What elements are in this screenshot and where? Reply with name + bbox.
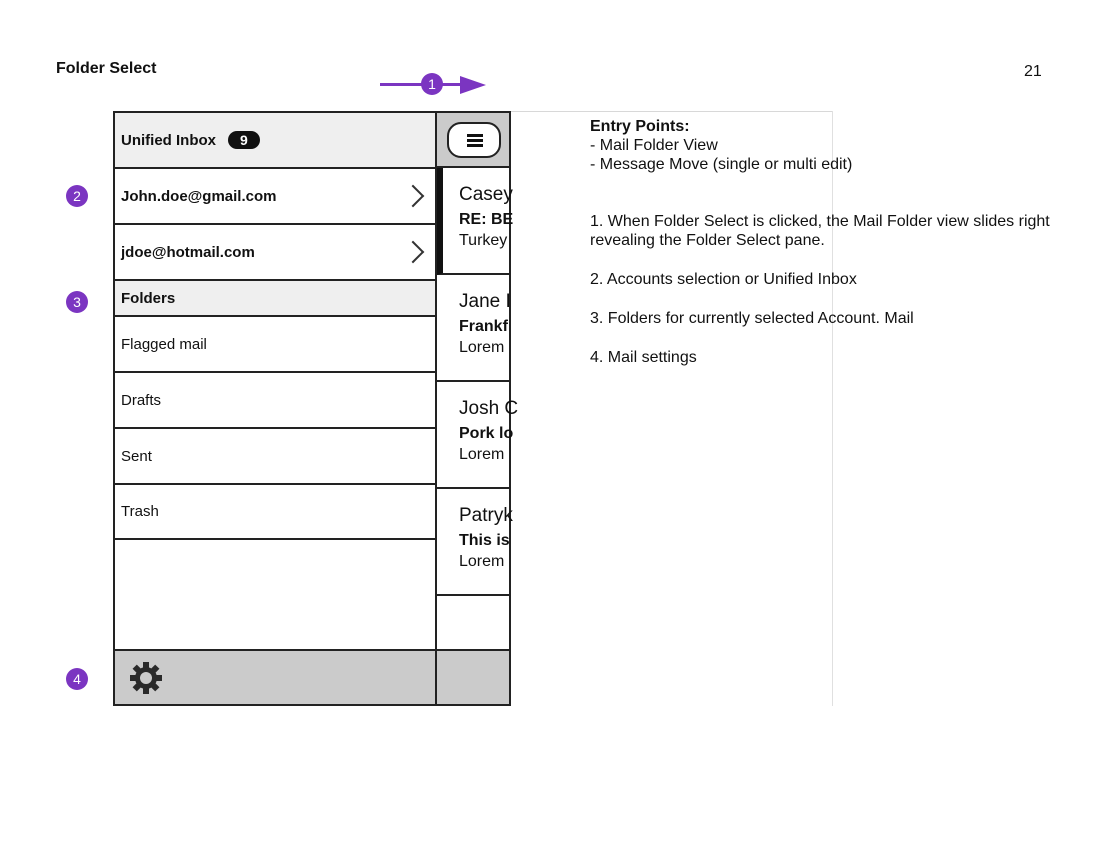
folder-item-sent[interactable]: [115, 429, 435, 485]
unread-count-badge: 9: [228, 131, 260, 149]
mail-footer: [437, 649, 509, 704]
message-preview: Lorem: [459, 339, 505, 356]
callout-3: 3: [66, 291, 88, 313]
folder-label: Flagged mail: [121, 335, 207, 353]
message-subject: Frankf: [459, 318, 508, 335]
entry-points-title: Entry Points:: [590, 118, 690, 135]
message-item[interactable]: [437, 168, 514, 275]
message-item[interactable]: [437, 275, 509, 382]
message-preview: Turkey: [459, 232, 508, 249]
folder-item-flagged[interactable]: [115, 317, 435, 373]
message-item[interactable]: [437, 489, 513, 596]
note-item-2: 2. Accounts selection or Unified Inbox: [590, 271, 857, 288]
annotation-notes: [590, 117, 1060, 367]
message-sender: Jane I: [459, 291, 511, 312]
message-subject: This is: [459, 532, 510, 549]
folder-select-pane: [113, 111, 437, 706]
message-subject: Pork lo: [459, 425, 514, 442]
unified-inbox-label: Unified Inbox: [121, 131, 216, 149]
folders-header-label: Folders: [121, 289, 176, 307]
unified-inbox-row[interactable]: [115, 113, 435, 169]
message-sender: Patryk: [459, 505, 513, 526]
folder-item-trash[interactable]: [115, 485, 435, 540]
callout-2: 2: [66, 185, 88, 207]
note-item-1: 1. When Folder Select is clicked, the Mail Folder view slides right revealing the Folder Select pane.: [590, 213, 1050, 249]
gear-icon[interactable]: [129, 661, 163, 695]
account-row-gmail[interactable]: [115, 169, 435, 225]
entry-point-item: - Message Move (single or multi edit): [590, 156, 853, 173]
callout-4: 4: [66, 668, 88, 690]
message-sender: Casey: [459, 184, 513, 205]
page-number: 21: [1024, 63, 1042, 80]
note-item-4: 4. Mail settings: [590, 349, 697, 366]
note-item-3: 3. Folders for currently selected Account. Mail: [590, 310, 914, 327]
account-row-hotmail[interactable]: [115, 225, 435, 281]
account-label: jdoe@hotmail.com: [121, 243, 255, 261]
chevron-right-icon: [402, 185, 425, 208]
account-label: John.doe@gmail.com: [121, 187, 277, 205]
chevron-right-icon: [402, 241, 425, 264]
folder-item-drafts[interactable]: [115, 373, 435, 429]
arrow-right-icon: [460, 76, 486, 94]
entry-point-item: - Mail Folder View: [590, 137, 718, 154]
message-preview: Lorem: [459, 446, 505, 463]
message-item[interactable]: [437, 382, 519, 489]
hamburger-icon: [467, 144, 483, 147]
folder-label: Sent: [121, 447, 152, 465]
message-preview: Lorem: [459, 553, 505, 570]
message-sender: Josh C: [459, 398, 519, 419]
hamburger-icon: [467, 139, 483, 142]
hamburger-icon: [467, 134, 483, 137]
message-subject: RE: BE: [459, 211, 514, 228]
folder-label: Drafts: [121, 391, 162, 409]
page-title: Folder Select: [56, 60, 157, 77]
folder-pane-footer: [115, 649, 435, 704]
callout-1: 1: [421, 73, 443, 95]
slide-arrow-line: [380, 83, 460, 86]
mail-header: [437, 113, 509, 168]
folder-label: Trash: [121, 503, 159, 520]
mail-folder-pane: [435, 111, 519, 706]
folders-header: [115, 281, 435, 317]
folder-select-button[interactable]: [447, 122, 501, 158]
ghost-frame-top: [511, 111, 833, 112]
